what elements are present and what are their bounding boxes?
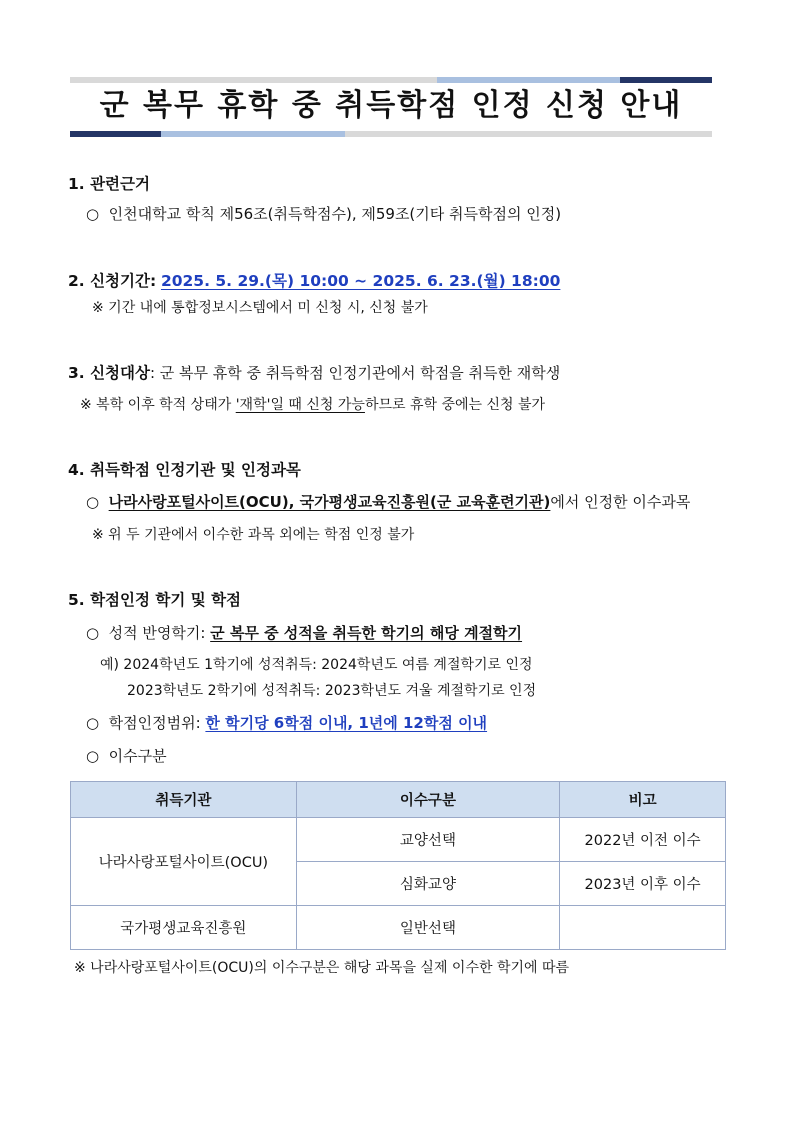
table-row (71, 906, 726, 950)
application-period: 2025. 5. 29.(목) 10:00 ~ 2025. 6. 23.(월) 18:00 (160, 272, 561, 290)
title-bar-bottom-gray (345, 131, 712, 137)
section-5-heading: 5. 학점인정 학기 및 학점 (68, 591, 242, 609)
table-header-row (71, 782, 726, 818)
section-1-heading: 1. 관련근거 (68, 175, 150, 193)
cell-category: 교양선택 (296, 818, 560, 862)
section-5-term (86, 623, 522, 643)
term-value: 군 복무 중 성적을 취득한 학기의 해당 계절학기 (210, 624, 523, 642)
section-3-note (80, 395, 545, 415)
range-label: 학점인정범위: (108, 714, 206, 732)
cell-note (560, 906, 726, 950)
header-note: 비고 (560, 782, 726, 818)
section-4-orgs (86, 492, 690, 512)
cell-nile: 국가평생교육진흥원 (71, 906, 297, 950)
cell-note: 2023년 이후 이수 (560, 862, 726, 906)
category-table (70, 781, 726, 950)
header-category: 이수구분 (296, 782, 560, 818)
cell-category: 일반선택 (296, 906, 560, 950)
bullet: ○ (86, 747, 100, 765)
page-title: 군 복무 휴학 중 취득학점 인정 신청 안내 (99, 88, 683, 123)
target-text: : 군 복무 휴학 중 취득학점 인정기관에서 학점을 취득한 재학생 (149, 364, 561, 382)
bullet: ○ (86, 714, 100, 732)
section-4-heading: 4. 취득학점 인정기관 및 인정과목 (68, 461, 301, 479)
example-1: 예) 2024학년도 1학기에 성적취득: 2024학년도 여름 계절학기로 인정 (100, 657, 533, 673)
title-bar-top-gray (70, 77, 437, 83)
title-bar-bottom-lightblue (161, 131, 345, 137)
title-bar-bottom-navy (70, 131, 161, 137)
section-1-basis (86, 204, 561, 224)
section-3-target (68, 363, 560, 383)
section-2-heading: 2. 신청기간: (68, 272, 157, 290)
range-value: 한 학기당 6학점 이내, 1년에 12학점 이내 (205, 714, 488, 732)
note-prefix: ※ 복학 이후 학적 상태가 (80, 397, 236, 413)
section-4-note: ※ 위 두 기관에서 이수한 과목 외에는 학점 인정 불가 (92, 527, 415, 543)
table-row (71, 818, 726, 862)
cell-ocu: 나라사랑포털사이트(OCU) (71, 818, 297, 906)
example-2: 2023학년도 2학기에 성적취득: 2023학년도 겨울 계절학기로 인정 (127, 683, 537, 699)
title-bar-top-navy (620, 77, 712, 83)
section-2-note: ※ 기간 내에 통합정보시스템에서 미 신청 시, 신청 불가 (92, 300, 428, 316)
table-footnote: ※ 나라사랑포털사이트(OCU)의 이수구분은 해당 과목을 실제 이수한 학기에 따름 (74, 960, 570, 976)
note-underlined: '재학'일 때 신청 가능 (235, 397, 365, 413)
orgs-bold: 나라사랑포털사이트(OCU), 국가평생교육진흥원(군 교육훈련기관) (108, 493, 551, 511)
orgs-rest: 에서 인정한 이수과목 (550, 493, 691, 511)
section-5-category (86, 746, 167, 766)
basis-text: 인천대학교 학칙 제56조(취득학점수), 제59조(기타 취득학점의 인정) (108, 205, 562, 223)
bullet: ○ (86, 493, 100, 511)
bullet: ○ (86, 205, 100, 223)
cell-note: 2022년 이전 이수 (560, 818, 726, 862)
term-label: 성적 반영학기: (108, 624, 211, 642)
cell-category: 심화교양 (296, 862, 560, 906)
category-label: 이수구분 (108, 747, 167, 765)
section-3-heading: 3. 신청대상 (68, 364, 150, 382)
title-bar-top-lightblue (437, 77, 620, 83)
section-5-range (86, 713, 487, 733)
header-org: 취득기관 (71, 782, 297, 818)
section-2-period (68, 271, 560, 291)
note-suffix: 하므로 휴학 중에는 신청 불가 (364, 397, 546, 413)
bullet: ○ (86, 624, 100, 642)
